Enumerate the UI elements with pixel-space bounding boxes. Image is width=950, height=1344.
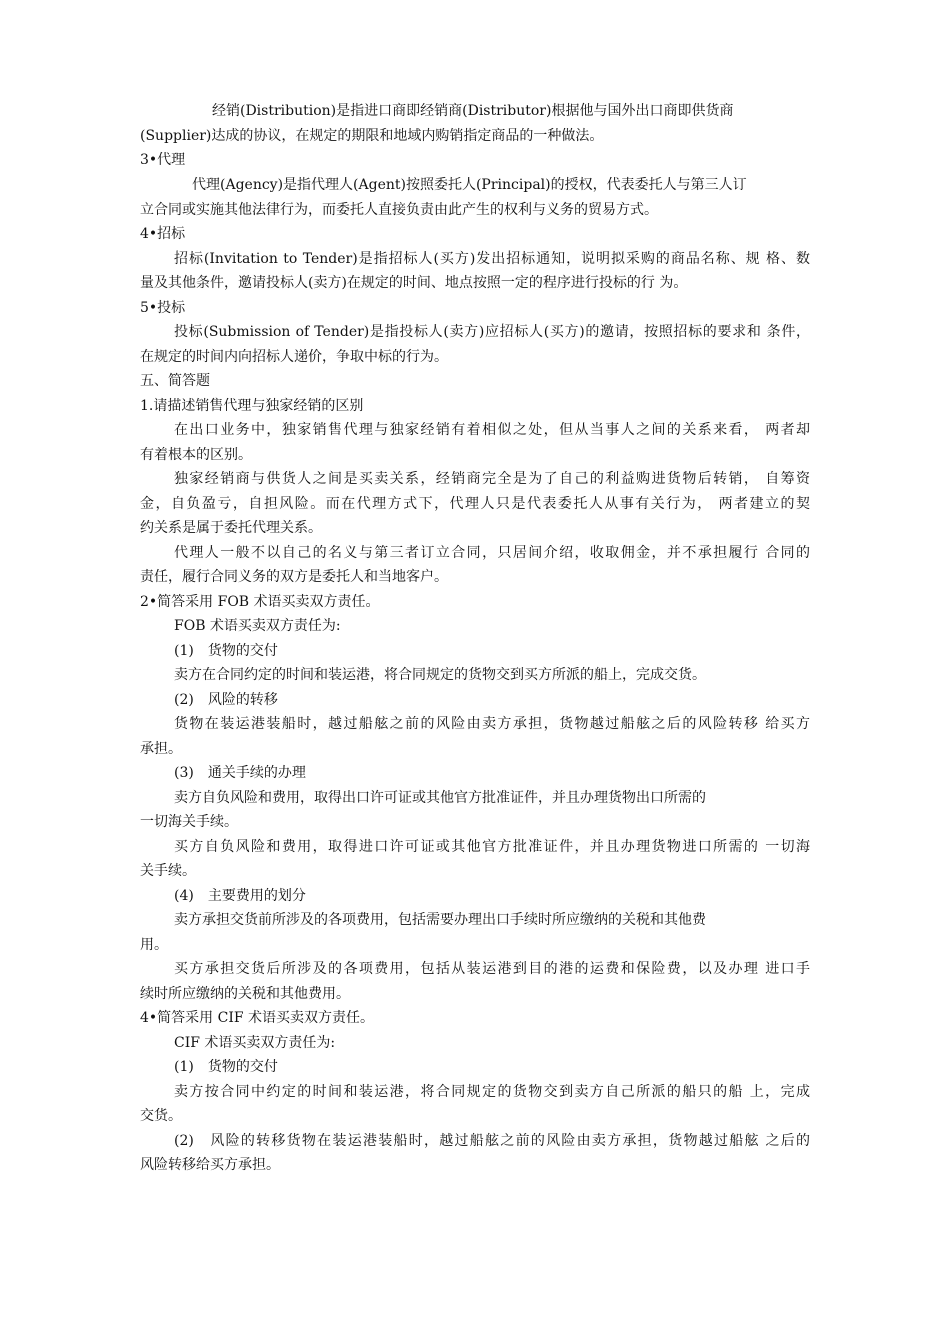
paragraph-line: 风险转移给买方承担。 [140,1157,280,1173]
paragraph-line: 责任，履行合同义务的双方是委托人和当地客户。 [140,569,448,585]
paragraph-line: 代理(Agency)是指代理人(Agent)按照委托人(Principal)的授权，代表委托人与第三人订 [192,177,747,193]
list-item-heading: (2) 风险的转移 [174,692,278,708]
paragraph-line: 独家经销商与供货人之间是买卖关系，经销商完全是为了自己的利益购进货物后转销， 自筹资 [174,471,810,487]
paragraph-line: 卖方承担交货前所涉及的各项费用，包括需要办理出口手续时所应缴纳的关税和其他费 [174,912,706,928]
paragraph-line: 代理人一般不以自己的名义与第三者订立合同，只居间介绍，收取佣金，并不承担履行 合同的 [174,545,810,561]
paragraph-line: 买方自负风险和费用，取得进口许可证或其他官方批准证件，并且办理货物进口所需的 一切海 [174,839,810,855]
paragraph-line: 关手续。 [140,863,196,879]
list-item-heading: (1) 货物的交付 [174,643,278,659]
paragraph-line: 承担。 [140,741,182,757]
paragraph-line: 金，自负盈亏，自担风险。而在代理方式下，代理人只是代表委托人从事有关行为， 两者建立的契 [140,496,810,512]
question-heading: 4•简答采用 CIF 术语买卖双方责任。 [140,1010,375,1026]
paragraph-line: 约关系是属于委托代理关系。 [140,520,322,536]
question-heading: 2•简答采用 FOB 术语买卖双方责任。 [140,594,380,610]
section-heading: 4•招标 [140,226,186,242]
paragraph-line: 投标(Submission of Tender)是指投标人(卖方)应招标人(买方)的邀请，按照招标的要求和 条件， [174,324,810,340]
paragraph-line: 在出口业务中，独家销售代理与独家经销有着相似之处，但从当事人之间的关系来看， 两者却 [174,422,810,438]
paragraph-line: 经销(Distribution)是指进口商即经销商(Distributor)根据他与国外出口商即供货商 [212,103,734,119]
paragraph-line: 买方承担交货后所涉及的各项费用，包括从装运港到目的港的运费和保险费，以及办理 进口手 [174,961,810,977]
section-heading: 五、简答题 [140,373,210,389]
paragraph-line: 立合同或实施其他法律行为，而委托人直接负责由此产生的权利与义务的贸易方式。 [140,202,658,218]
paragraph-line: 卖方自负风险和费用，取得出口许可证或其他官方批准证件，并且办理货物出口所需的 [174,790,706,806]
paragraph-line: 货物在装运港装船时，越过船舷之前的风险由卖方承担，货物越过船舷之后的风险转移 给买方 [174,716,810,732]
paragraph-line: 用。 [140,937,168,953]
section-heading: 3•代理 [140,152,186,168]
list-item-heading: (1) 货物的交付 [174,1059,278,1075]
section-heading: 5•投标 [140,300,186,316]
paragraph-line: 招标(Invitation to Tender)是指招标人(买方)发出招标通知，说明拟采购的商品名称、规 格、数 [174,251,810,267]
paragraph-line: CIF 术语买卖双方责任为: [174,1035,336,1051]
list-item-heading: (4) 主要费用的划分 [174,888,306,904]
question-heading: 1.请描述销售代理与独家经销的区别 [140,398,364,414]
paragraph-line: (2) 风险的转移货物在装运港装船时，越过船舷之前的风险由卖方承担，货物越过船舷 之后的 [174,1133,810,1149]
paragraph-line: 有着根本的区别。 [140,447,252,463]
paragraph-line: 续时所应缴纳的关税和其他费用。 [140,986,350,1002]
paragraph-line: FOB 术语买卖双方责任为: [174,618,341,634]
paragraph-line: 一切海关手续。 [140,814,238,830]
paragraph-line: 交货。 [140,1108,182,1124]
paragraph-line: (Supplier)达成的协议，在规定的期限和地域内购销指定商品的一种做法。 [140,128,604,144]
paragraph-line: 量及其他条件，邀请投标人(卖方)在规定的时间、地点按照一定的程序进行投标的行 为。 [140,275,688,291]
paragraph-line: 在规定的时间内向招标人递价，争取中标的行为。 [140,349,448,365]
paragraph-line: 卖方按合同中约定的时间和装运港，将合同规定的货物交到卖方自己所派的船只的船 上，完成 [174,1084,810,1100]
list-item-heading: (3) 通关手续的办理 [174,765,306,781]
paragraph-line: 卖方在合同约定的时间和装运港，将合同规定的货物交到买方所派的船上，完成交货。 [174,667,706,683]
